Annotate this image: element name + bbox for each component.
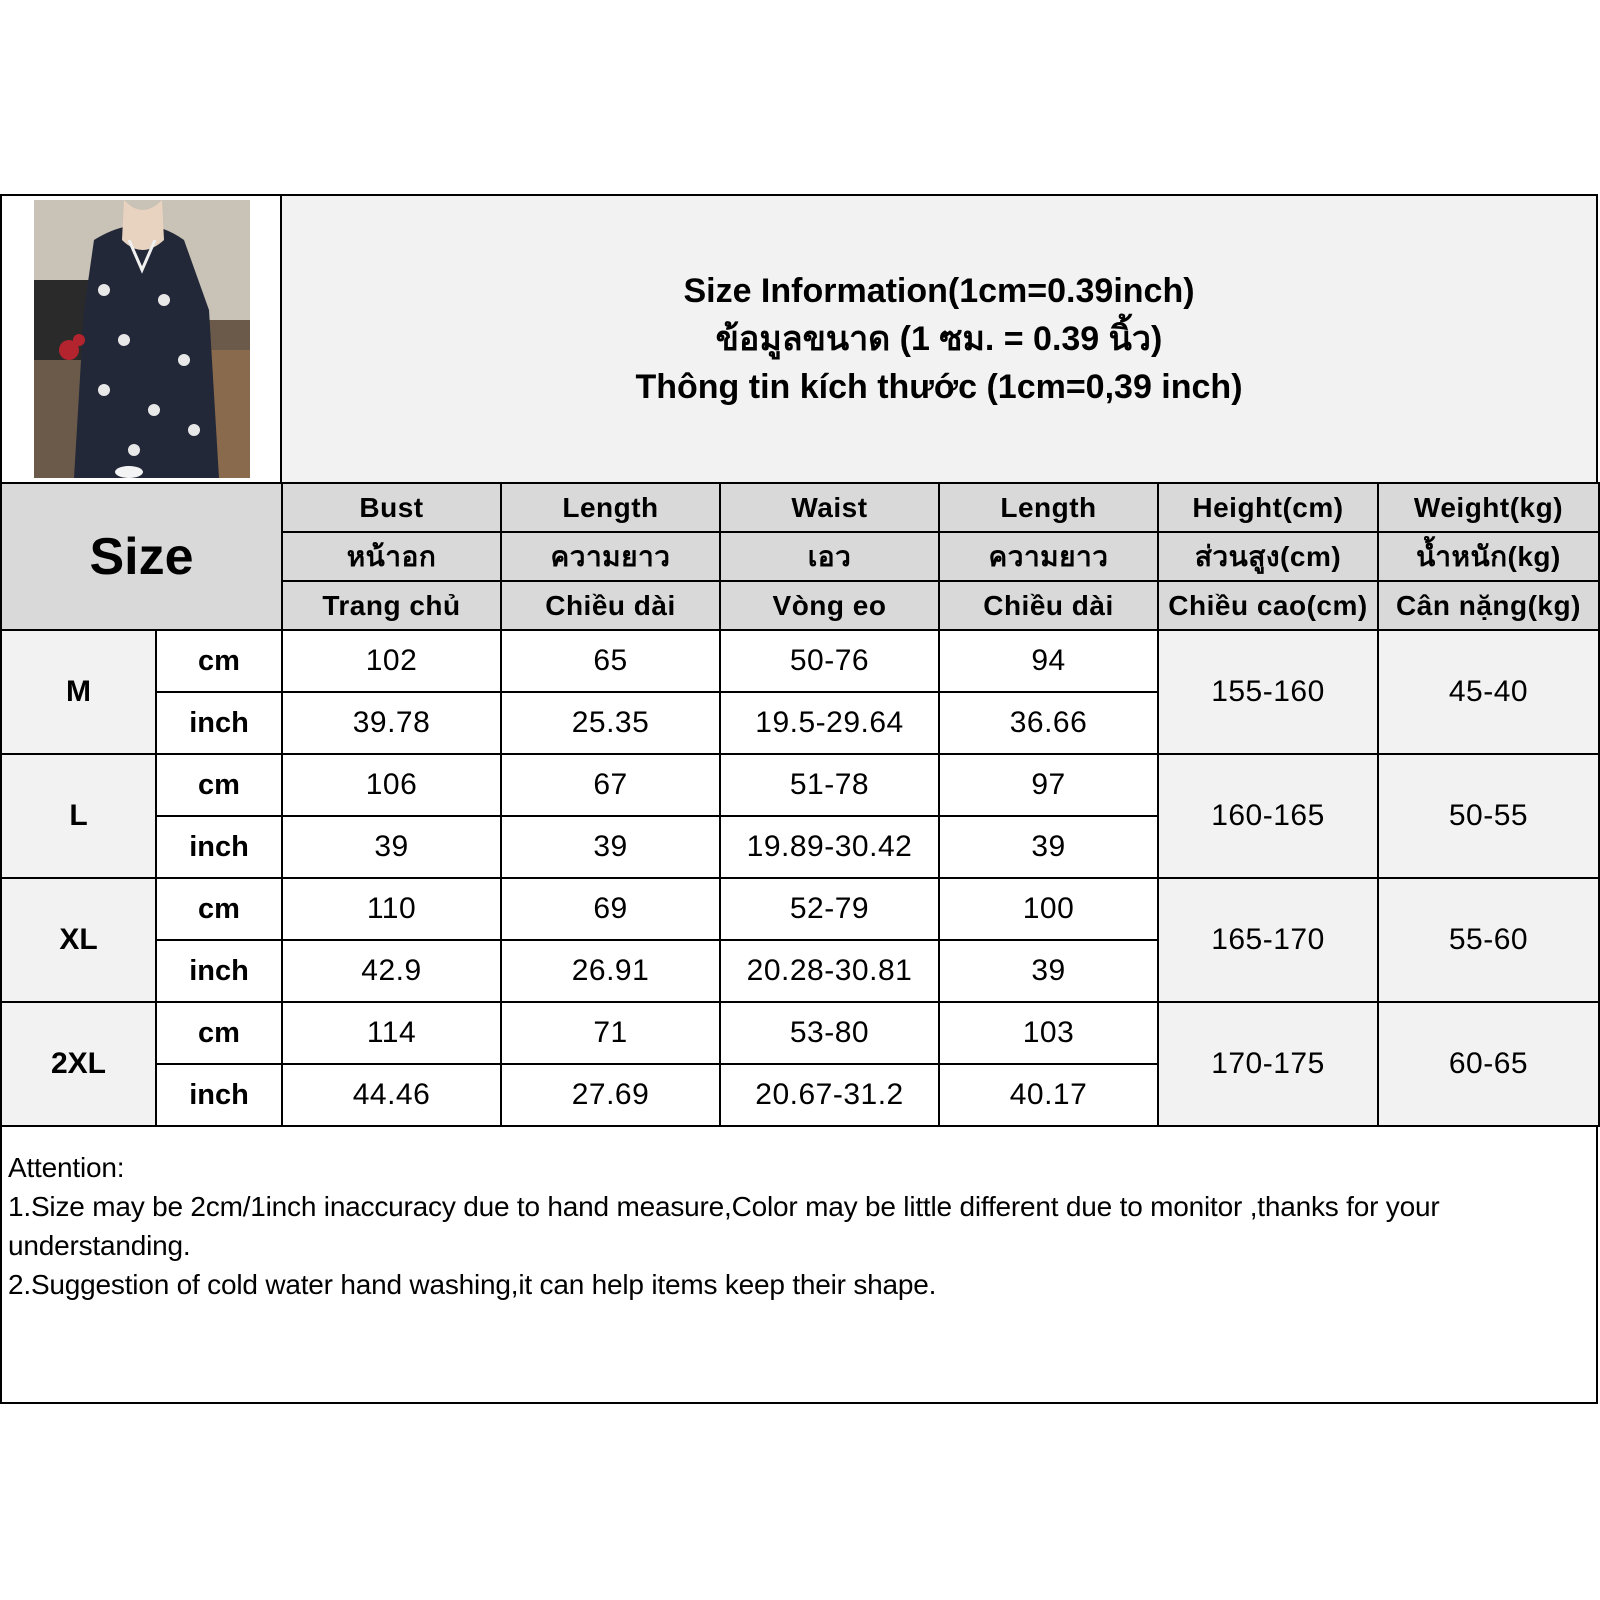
size-table [0,482,1600,1127]
size-label: L [1,754,156,878]
attention-heading: Attention: [8,1152,125,1183]
column-header-vi: Chiều dài [939,581,1158,630]
product-photo [34,200,250,478]
weight-range: 50-55 [1378,754,1599,878]
length-cm: 67 [501,754,720,816]
height-range: 165-170 [1158,878,1378,1002]
bust-cm: 114 [282,1002,501,1064]
bust-inch: 42.9 [282,940,501,1002]
size-label: XL [1,878,156,1002]
waist-inch: 20.28-30.81 [720,940,939,1002]
bust-inch: 39.78 [282,692,501,754]
attention-note-2: 2.Suggestion of cold water hand washing,it can help items keep their shape. [8,1269,937,1300]
bust-inch: 39 [282,816,501,878]
column-header-en: Height(cm) [1158,483,1378,532]
attention-notes [8,1148,1588,1304]
column-header-th: ความยาว [939,532,1158,581]
unit-label: inch [156,940,282,1002]
title-thai: ข้อมูลขนาด (1 ซม. = 0.39 นิ้ว) [715,320,1163,358]
length-inch: 26.91 [501,940,720,1002]
height-range: 155-160 [1158,630,1378,754]
length-cm: 71 [501,1002,720,1064]
bust-cm: 106 [282,754,501,816]
column-header-th: น้ำหนัก(kg) [1378,532,1599,581]
waist-inch: 20.67-31.2 [720,1064,939,1126]
length-inch: 25.35 [501,692,720,754]
waist-cm: 51-78 [720,754,939,816]
title-block [282,196,1596,482]
size-header: Size [1,483,282,630]
length-inch: 39 [501,816,720,878]
column-header-vi: Vòng eo [720,581,939,630]
column-header-th: หน้าอก [282,532,501,581]
unit-label: cm [156,878,282,940]
weight-range: 45-40 [1378,630,1599,754]
bust-cm: 102 [282,630,501,692]
waist-cm: 52-79 [720,878,939,940]
height-range: 170-175 [1158,1002,1378,1126]
table-row [1,878,1599,940]
waist-inch: 19.5-29.64 [720,692,939,754]
title-english: Size Information(1cm=0.39inch) [683,272,1195,310]
title-vietnamese: Thông tin kích thước (1cm=0,39 inch) [635,368,1243,406]
waist-cm: 50-76 [720,630,939,692]
column-header-en: Weight(kg) [1378,483,1599,532]
column-header-vi: Cân nặng(kg) [1378,581,1599,630]
waist-inch: 19.89-30.42 [720,816,939,878]
column-header-th: เอว [720,532,939,581]
bust-cm: 110 [282,878,501,940]
table-row [1,1002,1599,1064]
unit-label: cm [156,754,282,816]
pants-length-cm: 100 [939,878,1158,940]
unit-label: inch [156,816,282,878]
pants-length-cm: 94 [939,630,1158,692]
attention-note-1: 1.Size may be 2cm/1inch inaccuracy due to hand measure,Color may be little different due to monitor ,thanks for your understanding. [8,1191,1440,1261]
weight-range: 55-60 [1378,878,1599,1002]
unit-label: cm [156,1002,282,1064]
length-cm: 69 [501,878,720,940]
column-header-en: Waist [720,483,939,532]
column-header-vi: Trang chủ [282,581,501,630]
length-cm: 65 [501,630,720,692]
column-header-en: Bust [282,483,501,532]
column-header-en: Length [501,483,720,532]
pants-length-inch: 36.66 [939,692,1158,754]
column-header-vi: Chiều dài [501,581,720,630]
column-header-vi: Chiều cao(cm) [1158,581,1378,630]
table-row [1,754,1599,816]
unit-label: inch [156,1064,282,1126]
pants-length-cm: 97 [939,754,1158,816]
pants-length-cm: 103 [939,1002,1158,1064]
pants-length-inch: 39 [939,940,1158,1002]
column-header-th: ความยาว [501,532,720,581]
column-header-th: ส่วนสูง(cm) [1158,532,1378,581]
bust-inch: 44.46 [282,1064,501,1126]
size-label: M [1,630,156,754]
table-row [1,630,1599,692]
waist-cm: 53-80 [720,1002,939,1064]
weight-range: 60-65 [1378,1002,1599,1126]
unit-label: cm [156,630,282,692]
length-inch: 27.69 [501,1064,720,1126]
column-header-en: Length [939,483,1158,532]
pants-length-inch: 39 [939,816,1158,878]
height-range: 160-165 [1158,754,1378,878]
unit-label: inch [156,692,282,754]
size-label: 2XL [1,1002,156,1126]
pants-length-inch: 40.17 [939,1064,1158,1126]
